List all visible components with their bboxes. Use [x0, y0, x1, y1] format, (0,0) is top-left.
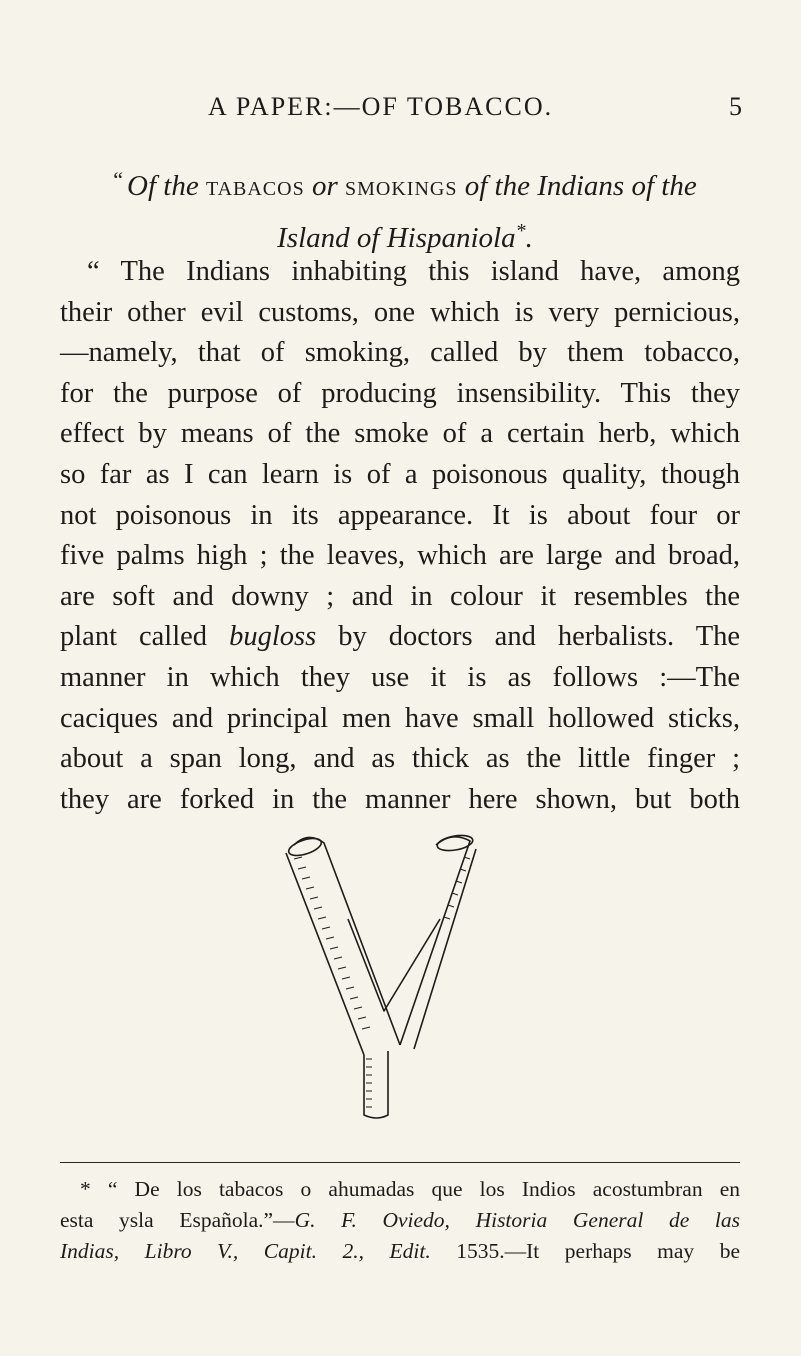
footnote-line-2b: G. F. Oviedo, Historia General de las — [294, 1208, 740, 1232]
heading-part-3: or — [311, 170, 338, 202]
heading-part-5: of the Indians of the — [464, 170, 697, 202]
footnote-reference-mark: * — [515, 220, 526, 242]
forked-tube-illustration — [276, 823, 506, 1123]
heading-part-2: tabacos — [205, 170, 305, 202]
body-line-7: not poisonous in its appearance. It is about four or — [60, 499, 740, 531]
footnote-line-1-text: “ De los tabacos o ahumadas que los Indios acostumbran en — [107, 1177, 740, 1201]
running-head — [196, 92, 744, 132]
bugloss-term: bugloss — [229, 621, 317, 653]
heading-island: Island of Hispaniola — [277, 222, 516, 254]
heading-part-1: Of the — [127, 170, 199, 202]
right-prong-mouth — [436, 833, 474, 853]
right-prong-inner-edge — [414, 849, 476, 1049]
heading-part-4: smokings — [345, 170, 458, 202]
stem — [364, 1051, 388, 1118]
footnote-mark: * — [80, 1177, 91, 1201]
body-line-9: are soft and downy ; and in colour it resembles the — [60, 580, 740, 612]
body-line-12: caciques and principal men have small hollowed sticks, — [60, 702, 740, 734]
footnote-line-1 — [60, 1174, 740, 1205]
body-line-8: five palms high ; the leaves, which are large and broad, — [60, 540, 740, 572]
body-line-3: —namely, that of smoking, called by them tobacco, — [60, 337, 740, 369]
footnote-line-3a: Indias, Libro V., Capit. 2., Edit. — [60, 1239, 431, 1263]
fork-crotch — [348, 919, 440, 1011]
heading-line-1 — [60, 157, 750, 209]
section-heading — [60, 157, 750, 261]
body-line-2: their other evil customs, one which is very pernicious, — [60, 296, 740, 328]
right-prong-outer-edge — [400, 837, 470, 1045]
body-line-10c: by doctors and herbalists. The — [338, 621, 741, 653]
body-line-13: about a span long, and as thick as the little finger ; — [60, 743, 740, 775]
body-line-11: manner in which they use it is as follows :—The — [60, 661, 740, 693]
footnote-line-3 — [60, 1236, 740, 1267]
running-head-title: A PAPER:—OF TOBACCO. — [208, 92, 554, 121]
body-line-14: they are forked in the manner here shown, but both — [60, 783, 740, 815]
heading-end: . — [525, 222, 533, 254]
footnote-line-3b: 1535.—It perhaps may be — [456, 1239, 740, 1263]
body-line-4: for the purpose of producing insensibility. This they — [60, 377, 740, 409]
page-number: 5 — [729, 92, 744, 121]
footnote-line-2 — [60, 1205, 740, 1236]
footnote — [60, 1174, 740, 1267]
body-line-10a: plant called — [60, 621, 208, 653]
left-prong-inner-edge — [286, 853, 364, 1055]
body-line-1: “ The Indians inhabiting this island have, among — [87, 256, 740, 287]
body-line-6: so far as I can learn is of a poisonous quality, though — [60, 458, 740, 490]
footnote-line-2a: esta ysla Española.”— — [60, 1208, 295, 1232]
left-prong-outer-edge — [294, 837, 400, 1045]
body-line-10 — [60, 617, 740, 658]
engraving-hatching — [294, 857, 470, 1107]
body-line-5: effect by means of the smoke of a certain herb, which — [60, 418, 740, 450]
footnote-rule — [60, 1162, 740, 1163]
heading-open-quote: “ — [113, 167, 124, 192]
body-paragraph — [60, 252, 740, 820]
